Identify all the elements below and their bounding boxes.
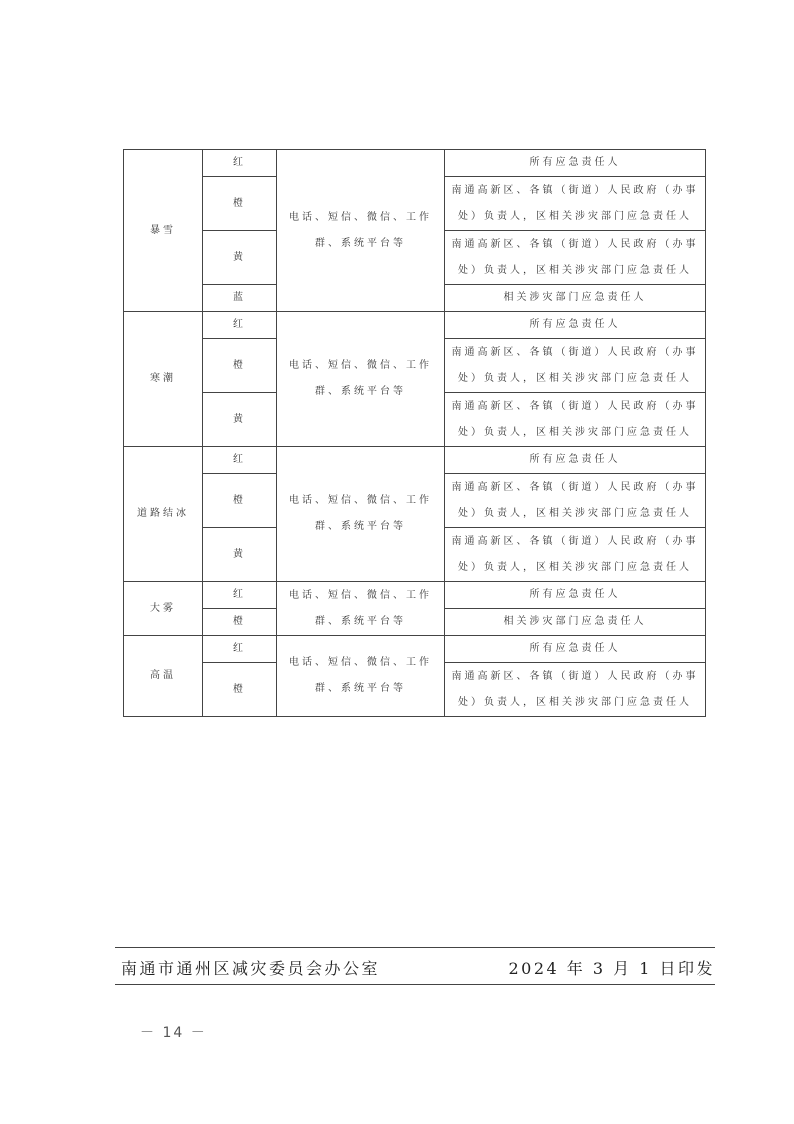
footer-bottom-rule: [115, 984, 715, 985]
level-cell: 橙: [203, 663, 277, 717]
responder-cell: 相关涉灾部门应急责任人: [445, 609, 706, 636]
responder-cell: 相关涉灾部门应急责任人: [445, 285, 706, 312]
level-cell: 黄: [203, 393, 277, 447]
table-row: [124, 312, 706, 339]
method-cell: 电话、短信、微信、工作 群、系统平台等: [277, 582, 445, 636]
responder-cell: 所有应急责任人: [445, 312, 706, 339]
responder-cell: 南通高新区、各镇（街道）人民政府（办事 处）负责人，区相关涉灾部门应急责任人: [445, 474, 706, 528]
level-cell: 红: [203, 447, 277, 474]
responder-cell: 南通高新区、各镇（街道）人民政府（办事 处）负责人，区相关涉灾部门应急责任人: [445, 339, 706, 393]
page-number: － 14 －: [140, 1025, 207, 1041]
table-row: [124, 447, 706, 474]
responder-cell: 南通高新区、各镇（街道）人民政府（办事 处）负责人，区相关涉灾部门应急责任人: [445, 393, 706, 447]
responder-cell: 所有应急责任人: [445, 582, 706, 609]
responder-cell: 所有应急责任人: [445, 447, 706, 474]
responder-cell: 所有应急责任人: [445, 150, 706, 177]
method-cell: 电话、短信、微信、工作 群、系统平台等: [277, 636, 445, 717]
level-cell: 红: [203, 312, 277, 339]
hazard-cell: 暴雪: [124, 150, 203, 312]
issuance-footer: [115, 955, 715, 983]
level-cell: 蓝: [203, 285, 277, 312]
level-cell: 红: [203, 150, 277, 177]
warning-response-table: [123, 149, 706, 717]
level-cell: 黄: [203, 231, 277, 285]
level-cell: 红: [203, 636, 277, 663]
level-cell: 橙: [203, 177, 277, 231]
level-cell: 橙: [203, 339, 277, 393]
responder-cell: 所有应急责任人: [445, 636, 706, 663]
responder-cell: 南通高新区、各镇（街道）人民政府（办事 处）负责人，区相关涉灾部门应急责任人: [445, 177, 706, 231]
footer-top-rule: [115, 947, 715, 948]
method-cell: 电话、短信、微信、工作 群、系统平台等: [277, 447, 445, 582]
responder-cell: 南通高新区、各镇（街道）人民政府（办事 处）负责人，区相关涉灾部门应急责任人: [445, 231, 706, 285]
table-row: [124, 582, 706, 609]
method-cell: 电话、短信、微信、工作 群、系统平台等: [277, 312, 445, 447]
level-cell: 橙: [203, 474, 277, 528]
table-row: [124, 636, 706, 663]
responder-cell: 南通高新区、各镇（街道）人民政府（办事 处）负责人，区相关涉灾部门应急责任人: [445, 528, 706, 582]
level-cell: 红: [203, 582, 277, 609]
hazard-cell: 道路结冰: [124, 447, 203, 582]
level-cell: 橙: [203, 609, 277, 636]
hazard-cell: 高温: [124, 636, 203, 717]
hazard-cell: 寒潮: [124, 312, 203, 447]
hazard-cell: 大雾: [124, 582, 203, 636]
level-cell: 黄: [203, 528, 277, 582]
table-row: [124, 150, 706, 177]
method-cell: 电话、短信、微信、工作 群、系统平台等: [277, 150, 445, 312]
issue-date: 2024 年 3 月 1 日印发: [508, 959, 715, 978]
responder-cell: 南通高新区、各镇（街道）人民政府（办事 处）负责人，区相关涉灾部门应急责任人: [445, 663, 706, 717]
issuing-office: 南通市通州区减灾委员会办公室: [121, 959, 381, 978]
